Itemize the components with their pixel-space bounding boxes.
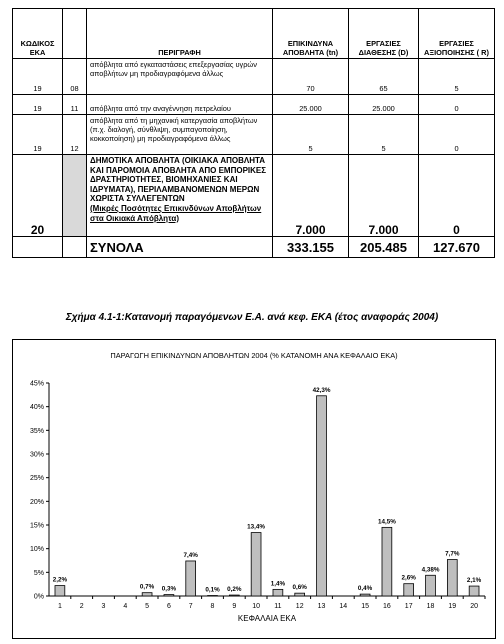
totals-disposal: 205.485 (349, 237, 419, 258)
x-tick-label: 16 (383, 603, 391, 610)
x-tick-label: 11 (274, 603, 282, 610)
bar (317, 396, 327, 596)
y-tick-label: 30% (29, 451, 44, 459)
bar (229, 595, 239, 596)
row-description: απόβλητα από την αναγέννηση πετρελαίου (87, 95, 273, 115)
data-label: 0,4% (357, 585, 373, 593)
data-label: 13,4% (247, 523, 266, 531)
bar (404, 584, 414, 596)
data-label: 14,5% (377, 518, 396, 526)
row-description: απόβλητα από εγκαταστάσεις επεξεργασίας υγρών αποβλήτων μη προδιαγραφόμενα άλλως (87, 59, 273, 95)
data-label: 2,2% (52, 576, 68, 584)
x-tick-label: 17 (404, 603, 413, 610)
municipal-hazardous: 7.000 (273, 155, 349, 237)
x-tick-label: 2 (79, 603, 84, 610)
row-description: απόβλητα από τη μηχανική κατεργασία αποβλήτων (π.χ. διαλογή, σύνθλιψη, συμπαγοποίηση, κοκκοποίηση) μη προδιαγραφόμενα άλλως (87, 115, 273, 155)
x-tick-label: 3 (101, 603, 106, 610)
bar (251, 533, 261, 596)
data-label: 2,6% (401, 574, 416, 582)
bar-chart (13, 340, 495, 638)
row-disposal: 5 (349, 115, 419, 155)
table-header-row (13, 9, 495, 59)
x-tick-label: 15 (361, 603, 369, 610)
header-disposal: ΕΡΓΑΣΙΕΣ ΔΙΑΘΕΣΗΣ (D) (349, 9, 419, 59)
header-recovery: ΕΡΓΑΣΙΕΣ ΑΞΙΟΠΟΙΗΣΗΣ ( R) (419, 9, 495, 59)
municipal-sub (63, 155, 87, 237)
data-label: 2,1% (466, 577, 482, 585)
bar (426, 575, 436, 596)
data-label: 42,3% (312, 386, 331, 394)
row-disposal: 25.000 (349, 95, 419, 115)
x-tick-label: 19 (448, 603, 457, 610)
x-tick-label: 6 (166, 603, 171, 610)
x-tick-label: 13 (317, 603, 326, 610)
x-tick-label: 10 (252, 603, 260, 610)
chart-title: ΠΑΡΑΓΩΓΗ ΕΠΙΚΙΝΔΥΝΩΝ ΑΠΟΒΛΗΤΩΝ 2004 (% ΚΑΤΑΝΟΜΗ ΑΝΑ ΚΕΦΑΛΑΙΟ ΕΚΑ) (110, 351, 398, 360)
totals-recovery: 127.670 (419, 237, 495, 258)
data-label: 0,2% (227, 586, 242, 594)
y-tick-label: 40% (29, 404, 44, 412)
row-sub: 12 (63, 115, 87, 155)
row-recovery: 5 (419, 59, 495, 95)
x-tick-label: 5 (145, 603, 150, 610)
bar (142, 593, 152, 596)
data-label: 7,4% (183, 551, 198, 559)
data-label: 7,7% (445, 550, 460, 558)
x-tick-label: 7 (188, 603, 193, 610)
y-tick-label: 15% (29, 522, 44, 530)
header-description: ΠΕΡΙΓΡΑΦΗ (87, 9, 273, 59)
municipal-recovery: 0 (419, 155, 495, 237)
row-recovery: 0 (419, 95, 495, 115)
municipal-description-note: (Μικρές Ποσότητες Επικινδύνων Αποβλήτων στα Οικιακά Απόβλητα) (90, 203, 262, 223)
waste-table (12, 8, 495, 258)
y-tick-label: 35% (29, 427, 44, 435)
municipal-chapter: 20 (13, 155, 63, 237)
table-row (13, 115, 495, 155)
row-disposal: 65 (349, 59, 419, 95)
y-tick-label: 10% (29, 546, 44, 554)
x-tick-label: 8 (210, 603, 215, 610)
header-code-sub (63, 9, 87, 59)
data-label: 0,1% (205, 586, 220, 594)
x-tick-label: 9 (232, 603, 237, 610)
bar (273, 589, 283, 596)
totals-row (13, 237, 495, 258)
totals-empty-1 (13, 237, 63, 258)
x-axis-title: ΚΕΦΑΛΑΙΑ ΕΚΑ (237, 614, 297, 623)
chart-frame (12, 339, 496, 639)
y-tick-label: 45% (29, 380, 44, 388)
row-chapter: 19 (13, 115, 63, 155)
data-label: 0,3% (161, 585, 177, 593)
totals-label: ΣΥΝΟΛΑ (87, 237, 273, 258)
data-label: 0,7% (139, 583, 155, 591)
row-chapter: 19 (13, 95, 63, 115)
x-tick-label: 4 (123, 603, 128, 610)
bar (186, 561, 196, 596)
row-chapter: 19 (13, 59, 63, 95)
header-hazardous: ΕΠΙΚΙΝΔΥΝΑ ΑΠΟΒΛΗΤΑ (tn) (273, 9, 349, 59)
data-label: 4,38% (421, 566, 440, 574)
bar (469, 586, 479, 596)
bar (360, 594, 370, 596)
bar (295, 593, 305, 596)
municipal-description-main: ΔΗΜΟΤΙΚΑ ΑΠΟΒΛΗΤΑ (ΟΙΚΙΑΚΑ ΑΠΟΒΛΗΤΑ ΚΑΙ ΠΑΡΟΜΟΙΑ ΑΠΟΒΛΗΤΑ ΑΠΟ ΕΜΠΟΡΙΚΕΣ ΔΡΑΣΤΗΡΙΟΤΗΤΕΣ, ΒΙΟΜΗΧΑΝΙΕΣ ΚΑΙ ΙΔΡΥΜΑΤΑ), ΠΕΡΙΛΑΜΒΑΝΟΜΕΝΩΝ ΜΕΡΩΝ ΧΩΡΙΣΤΑ ΣΥΛΛΕΓΕΝΤΩΝ (90, 156, 267, 204)
data-label: 0,6% (292, 584, 307, 592)
bar (447, 560, 457, 596)
totals-hazardous: 333.155 (273, 237, 349, 258)
bar (164, 595, 174, 596)
municipal-disposal: 7.000 (349, 155, 419, 237)
table-row (13, 59, 495, 95)
totals-empty-2 (63, 237, 87, 258)
bar (382, 527, 392, 596)
x-tick-label: 20 (470, 603, 478, 610)
table-row-municipal (13, 155, 495, 237)
x-tick-label: 12 (295, 603, 304, 610)
row-hazardous: 25.000 (273, 95, 349, 115)
municipal-description (87, 155, 273, 237)
y-tick-label: 20% (29, 498, 44, 506)
row-recovery: 0 (419, 115, 495, 155)
figure-caption: Σχήμα 4.1-1:Κατανομή παραγόμενων Ε.Α. ανά κεφ. ΕΚΑ (έτος αναφοράς 2004) (65, 312, 439, 323)
x-tick-label: 14 (339, 603, 348, 610)
data-label: 1,4% (270, 580, 286, 588)
x-tick-label: 1 (57, 603, 62, 610)
row-sub: 11 (63, 95, 87, 115)
x-tick-label: 18 (426, 603, 435, 610)
row-sub: 08 (63, 59, 87, 95)
table-row (13, 95, 495, 115)
y-tick-label: 5% (33, 569, 44, 577)
row-hazardous: 5 (273, 115, 349, 155)
row-hazardous: 70 (273, 59, 349, 95)
y-tick-label: 0% (33, 593, 44, 601)
y-tick-label: 25% (29, 475, 44, 483)
header-code: ΚΩΔΙΚΟΣ ΕΚΑ (13, 9, 63, 59)
bar (55, 586, 65, 596)
